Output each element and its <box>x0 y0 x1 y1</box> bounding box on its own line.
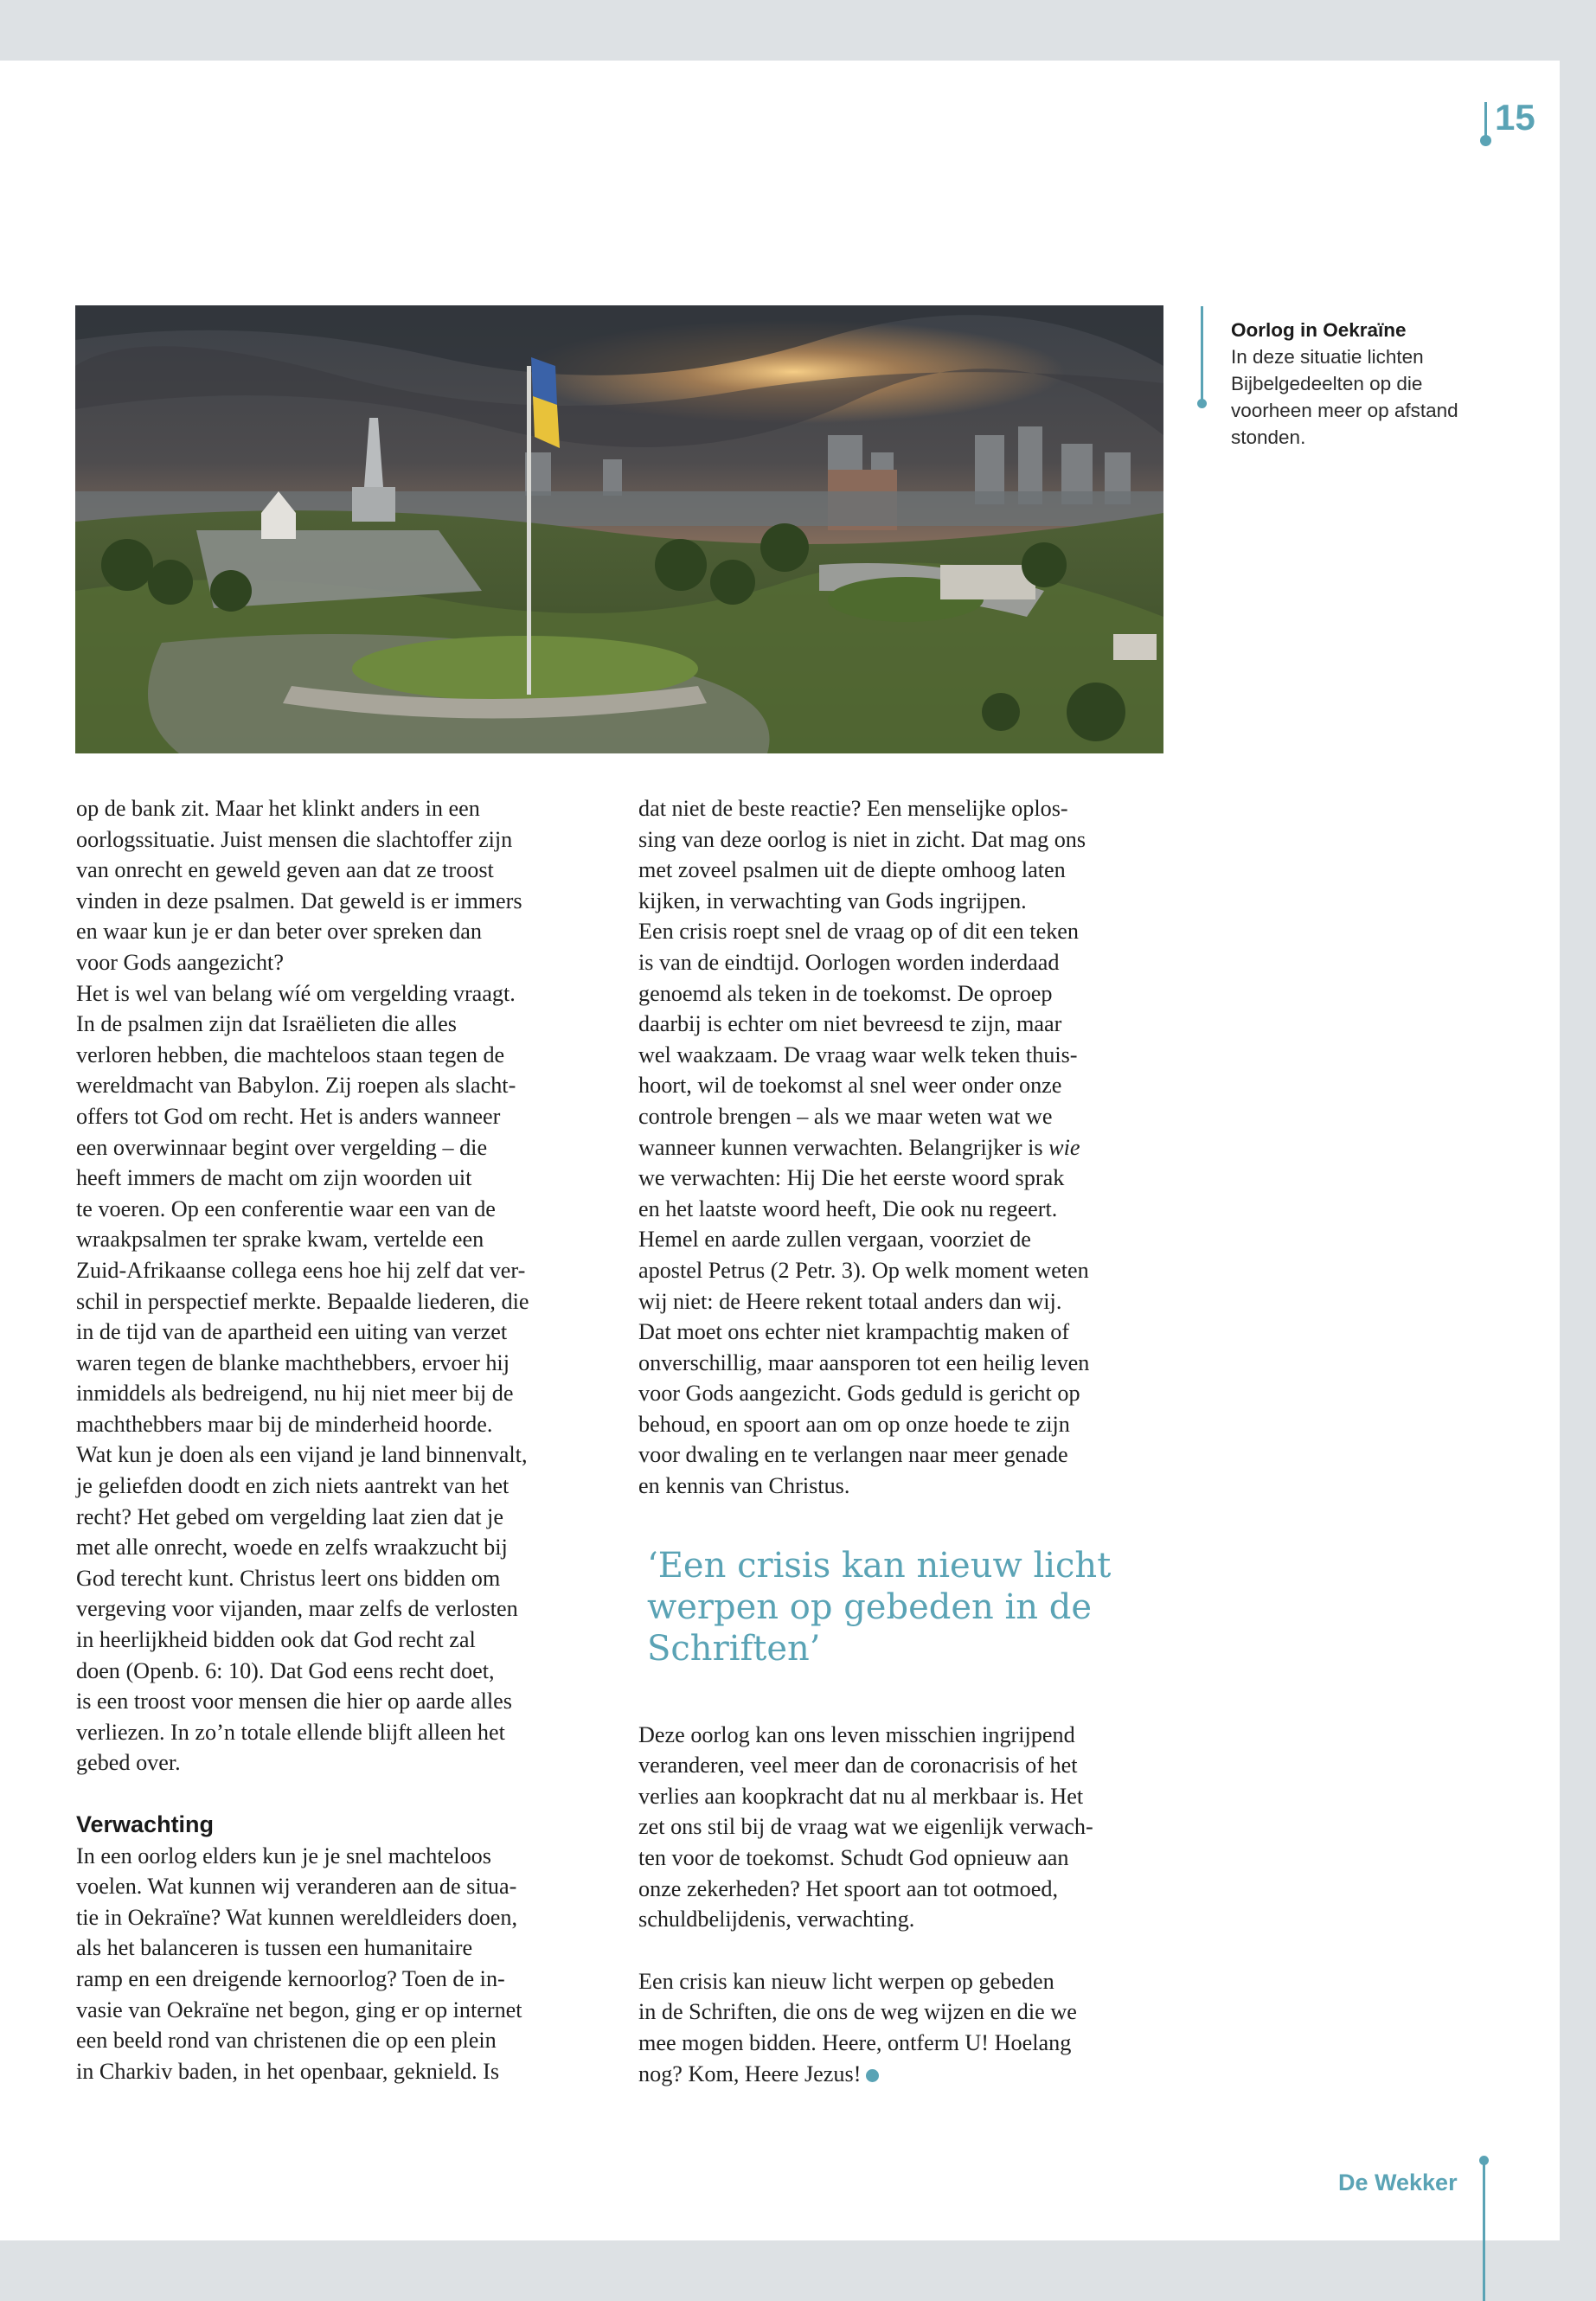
right-paragraph-3: Deze oorlog kan ons leven misschien ingrijpend veranderen, veel meer dan de coronacrisis of het verlies aan koopkracht dat nu al merkbaar is. Het zet ons stil bij de vraag wat we eigenlijk verwach- ten voor de toekomst. Schudt God opnieuw aan onze zekerheden? Het spoort aan tot ootmoed, schuldbelijdenis, verwachting. <box>638 1721 1093 1932</box>
page-number: 15 <box>1495 97 1535 138</box>
footer-rule <box>1483 2160 1485 2301</box>
right-paragraph-2 <box>638 916 1166 1501</box>
caption-rule <box>1201 306 1203 403</box>
photo-caption <box>1231 317 1516 451</box>
left-paragraph-3: In een oorlog elders kun je je snel machteloos voelen. Wat kunnen wij veranderen aan de situa- tie in Oekraïne? Wat kunnen wereldleiders doen, als het balanceren is tussen een humanitaire ramp en een dreigende kernoorlog? Toen de in- vasie van Oekraïne net begon, ging er op internet een beeld rond van christenen die op een plein in Charkiv baden, in het openbaar, geknield. Is <box>76 1843 522 2084</box>
caption-text: In deze situatie lichten Bijbelgedeelten op die voorheen meer op afstand stonden. <box>1231 346 1458 448</box>
right-column <box>638 793 1166 2089</box>
footer-dot <box>1479 2156 1489 2165</box>
page-number-rule <box>1484 102 1487 138</box>
emphasis-wie: wie <box>1048 1134 1080 1160</box>
right-paragraph-4-text: Een crisis kan nieuw licht werpen op gebeden in de Schriften, die ons de weg wijzen en die we mee mogen bidden. Heere, ontferm U! Hoelang nog? Kom, Heere Jezus! <box>638 1968 1077 2086</box>
right-paragraph-1: dat niet de beste reactie? Een menselijke oplos- sing van deze oorlog is niet in zicht. Dat mag ons met zoveel psalmen uit de diepte omhoog laten kijken, in verwachting van Gods ingrijpen. <box>638 796 1086 913</box>
left-paragraph-2: Het is wel van belang wíé om vergelding vraagt. In de psalmen zijn dat Israëlieten die alles verloren hebben, die machteloos staan tegen de wereldmacht van Babylon. Zij roepen als slacht- offers tot God om recht. Het is anders wanneer een overwinnaar begint over vergelding – die heeft immers de macht om zijn woorden uit te voeren. Op een conferentie waar een van de wraakpsalmen ter sprake kwam, vertelde een Zuid-Afrikaanse collega eens hoe hij zelf dat ver- schil in perspectief merkte. Bepaalde liederen, die in de tijd van de apartheid een uiting van verzet waren tegen de blanke machthebbers, ervoer hij inmiddels als bedreigend, nu hij niet meer bij de machthebbers maar bij de minderheid hoorde. Wat kun je doen als een vijand je land binnenvalt, je geliefden doodt en zich niets aantrekt van het recht? Het gebed om vergelding laat zien dat je met alle onrecht, woede en zelfs wraakzucht bij God terecht kunt. Christus leert ons bidden om vergeving voor vijanden, maar zelfs de verlosten in heerlijkheid bidden ook dat God recht zal doen (Openb. 6: 10). Dat God eens recht doet, is een troost voor mensen die hier op aarde alles verliezen. In zo’n totale ellende blijft alleen het gebed over. <box>76 980 529 1776</box>
end-mark-dot <box>866 2069 879 2082</box>
magazine-name: De Wekker <box>1338 2170 1458 2195</box>
right-paragraph-2-end: we verwachten: Hij Die het eerste woord sprak en het laatste woord heeft, Die ook nu regeert. Hemel en aarde zullen vergaan, voorziet de apostel Petrus (2 Petr. 3). Op welk moment weten wij niet: de Heere rekent totaal anders dan wij. Dat moet ons echter niet krampachtig maken of onverschillig, maar aansporen tot een heilig leven voor Gods aangezicht. Gods geduld is gericht op behoud, en spoort aan om op onze hoede te zijn voor dwaling en te verlangen naar meer genade en kennis van Christus. <box>638 1165 1090 1499</box>
caption-title: Oorlog in Oekraïne <box>1231 319 1407 341</box>
kyiv-aerial-photo <box>75 305 1163 753</box>
page-number-dot <box>1480 135 1491 146</box>
right-paragraph-4 <box>638 1966 1166 2089</box>
photo-illustration <box>75 305 1163 753</box>
caption-dot <box>1197 399 1207 408</box>
pull-quote: ‘Een crisis kan nieuw licht werpen op gebeden in de Schriften’ <box>647 1545 1112 1669</box>
left-column <box>76 793 604 2086</box>
right-paragraph-2-start: Een crisis roept snel de vraag op of dit een teken is van de eindtijd. Oorlogen worden inderdaad genoemd als teken in de toekomst. De oproep daarbij is echter om niet bevreesd te zijn, maar wel waakzaam. De vraag waar welk teken thuis- hoort, wil de toekomst al snel weer onder onze controle brengen – als we maar weten wat we wanneer kunnen verwachten. Belangrijker is <box>638 919 1080 1160</box>
left-paragraph-1: op de bank zit. Maar het klinkt anders in een oorlogssituatie. Juist mensen die slachtoffer zijn van onrecht en geweld geven aan dat ze troost vinden in deze psalmen. Dat geweld is er immers en waar kun je er dan beter over spreken dan voor Gods aangezicht? <box>76 796 522 975</box>
section-heading-verwachting: Verwachting <box>76 1811 215 1837</box>
